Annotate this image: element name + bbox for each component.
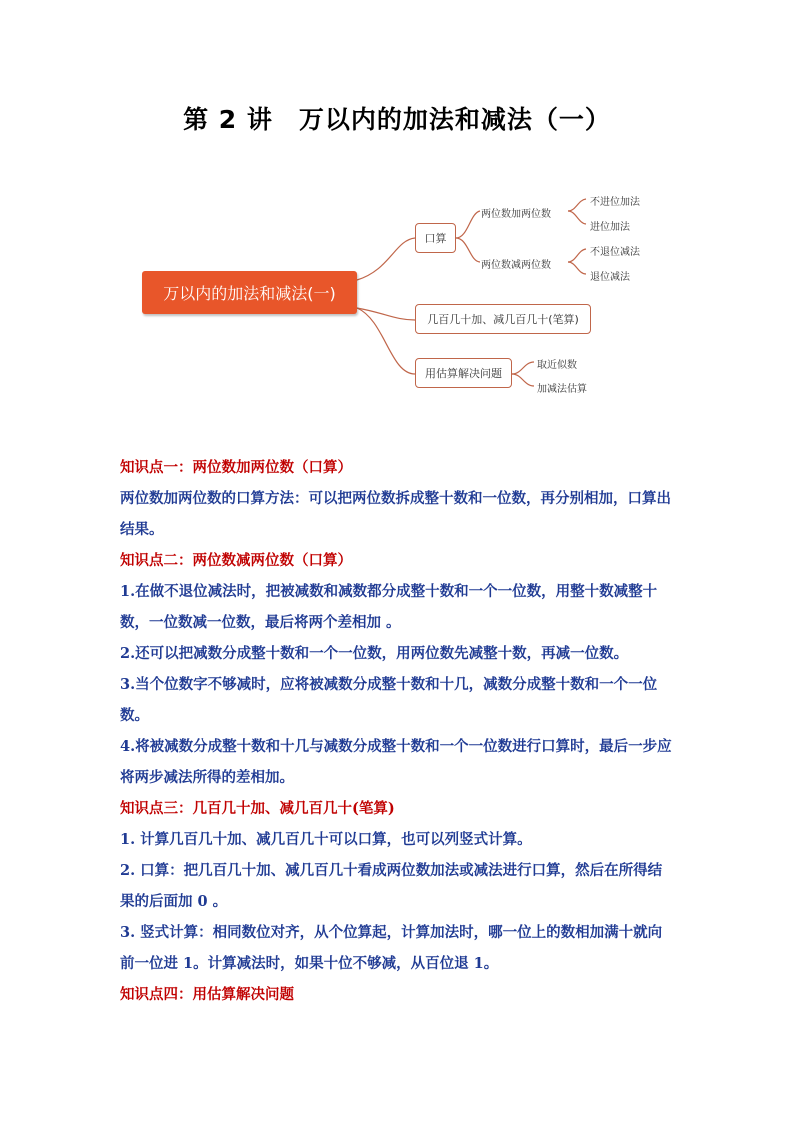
leaf-no-borrow-subtraction: 不退位减法 (590, 247, 640, 258)
section-2-paragraph-1: 1.在做不退位减法时，把被减数和减数都分成整十数和一个一位数，用整十数减整十数，一位数减一位数，最后将两个差相加 。 (120, 583, 658, 631)
section-heading-4: 知识点四：用估算解决问题 (120, 986, 294, 1003)
branch-estimation: 用估算解决问题 (415, 358, 512, 388)
branch-written-calculation: 几百几十加、减几百几十(笔算) (415, 304, 591, 334)
section-3-paragraph-2: 2. 口算：把几百几十加、减几百几十看成两位数加法或减法进行口算，然后在所得结果的后面加 0 。 (120, 862, 663, 910)
section-3-paragraph-3: 3. 竖式计算：相同数位对齐，从个位算起，计算加法时，哪一位上的数相加满十就向前一位进 1。计算减法时，如果十位不够减，从百位退 1。 (120, 924, 663, 972)
section-heading-2: 知识点二：两位数减两位数（口算） (120, 552, 352, 569)
mind-map (0, 180, 794, 405)
leaf-approximate-number: 取近似数 (537, 360, 577, 371)
section-heading-3: 知识点三：几百几十加、减几百几十(笔算) (120, 800, 395, 817)
section-3-paragraph-1: 1. 计算几百几十加、减几百几十可以口算，也可以列竖式计算。 (120, 831, 532, 848)
mind-map-connectors (0, 180, 794, 405)
leaf-estimate-add-subtract: 加减法估算 (537, 384, 587, 395)
knowledge-points (120, 452, 676, 1010)
section-heading-1: 知识点一：两位数加两位数（口算） (120, 459, 352, 476)
section-2-paragraph-4: 4.将被减数分成整十数和十几与减数分成整十数和一个一位数进行口算时，最后一步应将两步减法所得的差相加。 (120, 738, 672, 786)
page-title: 第 2 讲 万以内的加法和减法（一） (183, 105, 611, 134)
mind-map-root: 万以内的加法和减法(一) (142, 271, 357, 314)
leaf-carry-addition: 进位加法 (590, 222, 630, 233)
leaf-no-carry-addition: 不进位加法 (590, 197, 640, 208)
sub-two-digit-addition: 两位数加两位数 (481, 209, 551, 220)
sub-two-digit-subtraction: 两位数减两位数 (481, 260, 551, 271)
leaf-borrow-subtraction: 退位减法 (590, 272, 630, 283)
section-2-paragraph-2: 2.还可以把减数分成整十数和一个一位数，用两位数先减整十数，再减一位数。 (120, 645, 629, 662)
section-2-paragraph-3: 3.当个位数字不够减时，应将被减数分成整十数和十几，减数分成整十数和一个一位数。 (120, 676, 658, 724)
branch-oral-calculation: 口算 (415, 223, 456, 253)
section-1-paragraph-1: 两位数加两位数的口算方法：可以把两位数拆成整十数和一位数，再分别相加，口算出结果。 (120, 490, 671, 538)
